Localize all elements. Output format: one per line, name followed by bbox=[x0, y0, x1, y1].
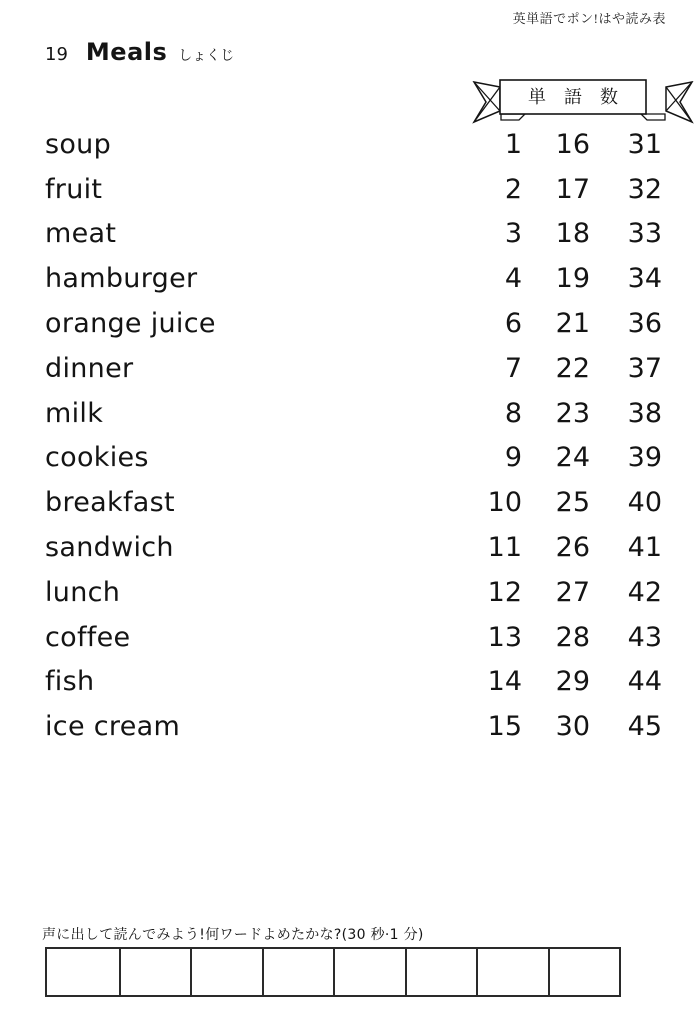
word-label: ice cream bbox=[45, 711, 181, 743]
count-col2: 16 bbox=[555, 128, 590, 160]
count-col1: 14 bbox=[487, 666, 522, 698]
count-col3: 43 bbox=[627, 621, 662, 653]
word-label: fruit bbox=[45, 173, 103, 205]
count-col1: 7 bbox=[504, 352, 522, 384]
word-label: milk bbox=[45, 397, 104, 429]
count-col2: 17 bbox=[555, 173, 590, 205]
count-col2: 25 bbox=[555, 487, 590, 519]
word-label: cookies bbox=[45, 442, 149, 474]
count-col1: 11 bbox=[487, 532, 522, 564]
count-col2: 21 bbox=[555, 308, 590, 340]
count-col1: 4 bbox=[504, 263, 522, 295]
lesson-number: 19 bbox=[45, 44, 68, 65]
word-row bbox=[0, 480, 698, 525]
count-col1: 12 bbox=[487, 576, 522, 608]
count-col2: 30 bbox=[555, 711, 590, 743]
word-label: soup bbox=[45, 128, 112, 160]
count-col3: 45 bbox=[627, 711, 662, 743]
word-label: sandwich bbox=[45, 532, 174, 564]
score-cell bbox=[119, 949, 191, 995]
count-col2: 24 bbox=[555, 442, 590, 474]
count-col1: 3 bbox=[504, 218, 522, 250]
count-col1: 6 bbox=[504, 308, 522, 340]
score-cell bbox=[405, 949, 477, 995]
wordcount-banner bbox=[468, 72, 698, 124]
count-col3: 33 bbox=[627, 218, 662, 250]
word-label: dinner bbox=[45, 352, 134, 384]
count-col3: 38 bbox=[627, 397, 662, 429]
word-row bbox=[0, 660, 698, 705]
page-title: Meals bbox=[85, 38, 168, 66]
word-list bbox=[0, 122, 698, 749]
count-col3: 36 bbox=[627, 308, 662, 340]
count-col2: 23 bbox=[555, 397, 590, 429]
count-col1: 8 bbox=[504, 397, 522, 429]
word-row bbox=[0, 525, 698, 570]
count-col3: 34 bbox=[627, 263, 662, 295]
score-cell bbox=[262, 949, 334, 995]
banner-label: 単 語 数 bbox=[528, 87, 618, 108]
word-row bbox=[0, 436, 698, 481]
count-col3: 31 bbox=[627, 128, 662, 160]
word-row bbox=[0, 301, 698, 346]
word-row bbox=[0, 570, 698, 615]
word-row bbox=[0, 704, 698, 749]
word-label: hamburger bbox=[45, 263, 198, 295]
count-col3: 37 bbox=[627, 352, 662, 384]
word-row bbox=[0, 391, 698, 436]
word-row bbox=[0, 212, 698, 257]
title-row bbox=[45, 38, 234, 66]
count-col3: 44 bbox=[627, 666, 662, 698]
word-row bbox=[0, 615, 698, 660]
count-col2: 19 bbox=[555, 263, 590, 295]
count-col3: 42 bbox=[627, 576, 662, 608]
count-col2: 26 bbox=[555, 532, 590, 564]
count-col1: 13 bbox=[487, 621, 522, 653]
word-row bbox=[0, 122, 698, 167]
word-label: fish bbox=[45, 666, 95, 698]
count-col2: 18 bbox=[555, 218, 590, 250]
score-cell bbox=[548, 949, 620, 995]
score-cell bbox=[333, 949, 405, 995]
count-col2: 28 bbox=[555, 621, 590, 653]
score-grid bbox=[45, 947, 621, 997]
word-label: orange juice bbox=[45, 308, 216, 340]
title-reading: しょくじ bbox=[178, 48, 235, 64]
word-row bbox=[0, 256, 698, 301]
word-row bbox=[0, 346, 698, 391]
count-col1: 10 bbox=[487, 487, 522, 519]
count-col1: 2 bbox=[504, 173, 522, 205]
count-col1: 1 bbox=[504, 128, 522, 160]
ribbon-banner-graphic bbox=[468, 72, 698, 124]
footer-prompt: 声に出して読んでみよう!何ワードよめたかな?(30 秒·1 分) bbox=[42, 927, 424, 943]
count-col1: 15 bbox=[487, 711, 522, 743]
count-col2: 29 bbox=[555, 666, 590, 698]
count-col3: 40 bbox=[627, 487, 662, 519]
score-cell bbox=[476, 949, 548, 995]
word-label: breakfast bbox=[45, 487, 175, 519]
count-col1: 9 bbox=[504, 442, 522, 474]
count-col2: 22 bbox=[555, 352, 590, 384]
score-cell bbox=[47, 949, 119, 995]
word-label: lunch bbox=[45, 576, 121, 608]
word-label: meat bbox=[45, 218, 117, 250]
word-label: coffee bbox=[45, 621, 131, 653]
count-col3: 39 bbox=[627, 442, 662, 474]
word-row bbox=[0, 167, 698, 212]
count-col3: 32 bbox=[627, 173, 662, 205]
count-col2: 27 bbox=[555, 576, 590, 608]
count-col3: 41 bbox=[627, 532, 662, 564]
score-cell bbox=[190, 949, 262, 995]
series-title: 英単語でポン!はや読み表 bbox=[512, 11, 666, 26]
